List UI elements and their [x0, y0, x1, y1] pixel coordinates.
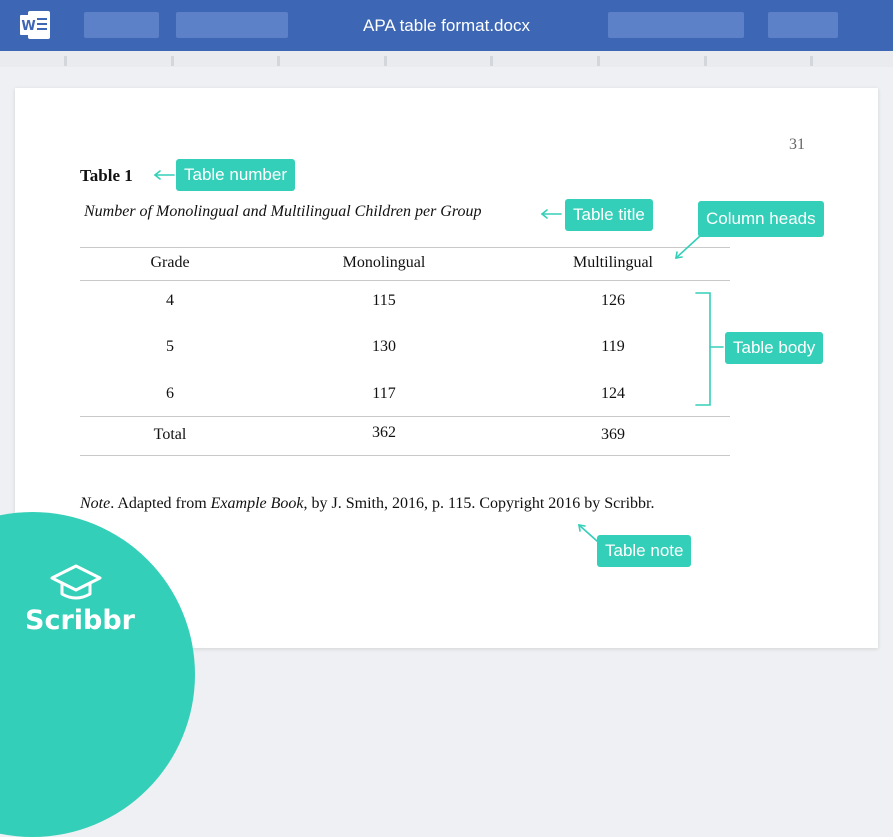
column-head-grade: Grade [150, 254, 190, 271]
total-cell: 362 [372, 424, 396, 441]
table-cell: 117 [372, 385, 396, 402]
total-label: Total [153, 426, 187, 443]
total-cell: 369 [601, 426, 625, 443]
callout-table-note: Table note [597, 535, 691, 567]
table-cell: 130 [372, 338, 396, 355]
table-cell: 119 [601, 338, 625, 355]
brand-logo: Scribbr [25, 605, 135, 636]
table-number: Table 1 [80, 166, 133, 185]
column-head-multilingual: Multilingual [573, 254, 653, 271]
note-label: Note [80, 495, 111, 512]
callout-column-heads: Column heads [698, 201, 824, 237]
graduation-cap-icon [48, 562, 104, 604]
table-title: Number of Monolingual and Multilingual Children per Group [84, 203, 482, 220]
table-cell: 126 [601, 292, 625, 309]
column-head-monolingual: Monolingual [342, 254, 426, 271]
page-number: 31 [789, 136, 805, 153]
table-cell: 115 [372, 292, 396, 309]
note-text: . Adapted from [110, 495, 211, 512]
table-cell: 124 [601, 385, 625, 402]
note-book-title: Example Book [210, 495, 304, 512]
svg-text:W: W [21, 19, 36, 34]
table-cell: 5 [166, 338, 174, 355]
document-title: APA table format.docx [363, 16, 530, 35]
callout-table-number: Table number [176, 159, 295, 191]
table-cell: 4 [166, 292, 174, 309]
callout-table-body: Table body [725, 332, 823, 364]
note-text: , by J. Smith, 2016, p. 115. Copyright 2016 by Scribbr. [303, 495, 655, 512]
table-cell: 6 [166, 385, 174, 402]
callout-table-title: Table title [565, 199, 653, 231]
